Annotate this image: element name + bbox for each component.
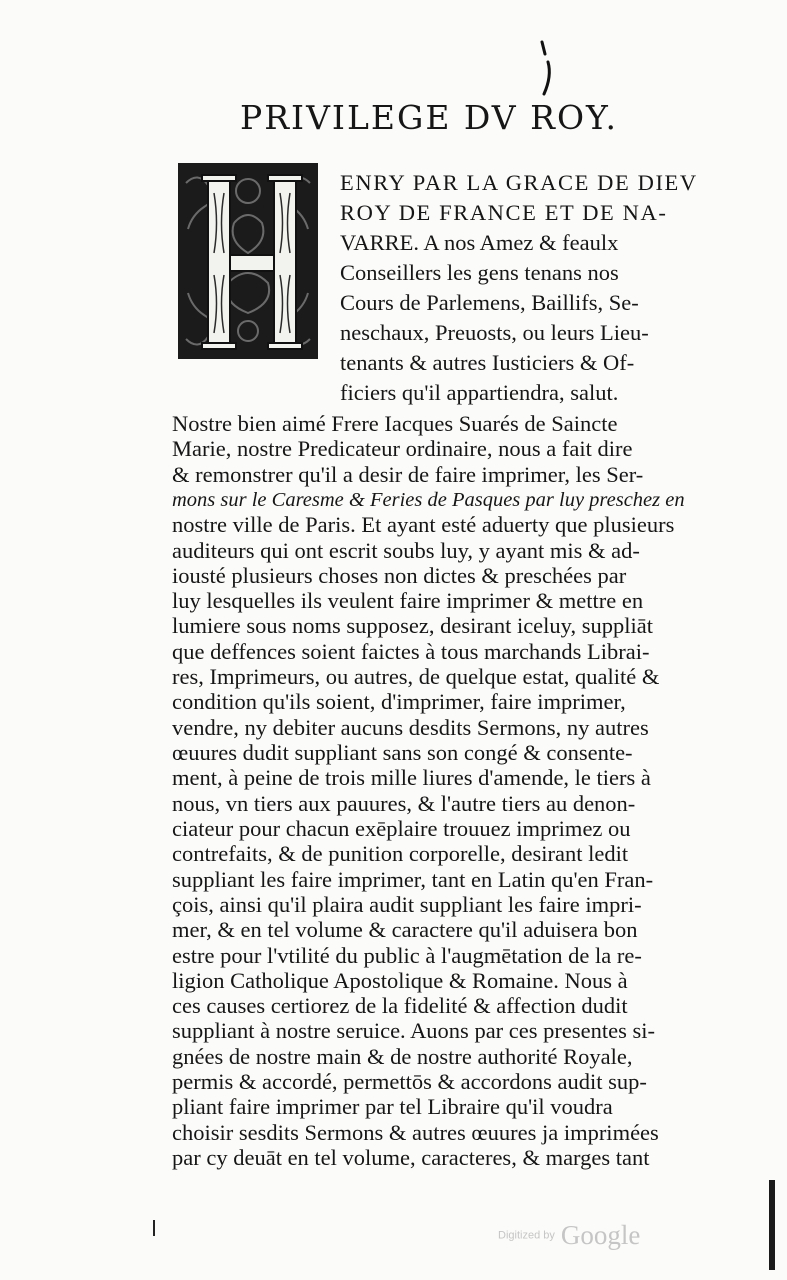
- text-line: contrefaits, & de punition corporelle, desirant ledit: [172, 841, 629, 866]
- page-edge-marks: [536, 40, 556, 100]
- text-line: ciateur pour chacun exēplaire trouuez imprimez ou: [172, 816, 631, 841]
- text-line: Conseillers les gens tenans nos: [340, 260, 619, 285]
- text-line: auditeurs qui ont escrit soubs luy, y ayant mis & ad-: [172, 538, 640, 563]
- text-line: çois, ainsi qu'il plaira audit suppliant les faire impri-: [172, 892, 642, 917]
- text-line: neschaux, Preuosts, ou leurs Lieu-: [340, 320, 649, 345]
- google-logo-text: Google: [560, 1220, 641, 1250]
- page-mark: [150, 1218, 158, 1238]
- page-edge-shadow: [765, 1180, 779, 1270]
- digitized-by-google-watermark: [498, 1220, 640, 1251]
- text-line: VARRE. A nos Amez & feaulx: [340, 230, 619, 255]
- page-title: PRIVILEGE DV ROY.: [240, 98, 619, 137]
- text-line: nostre ville de Paris. Et ayant esté aduerty que plusieurs: [172, 512, 675, 537]
- text-line: Cours de Parlemens, Baillifs, Se-: [340, 290, 639, 315]
- text-line: ligion Catholique Apostolique & Romaine. Nous à: [172, 968, 628, 993]
- text-line: tenants & autres Iusticiers & Of-: [340, 350, 635, 375]
- text-line: Nostre bien aimé Frere Iacques Suarés de Saincte: [172, 411, 618, 436]
- text-line: vendre, ny debiter aucuns desdits Sermons, ny autres: [172, 715, 649, 740]
- text-line: res, Imprimeurs, ou autres, de quelque estat, qualité &: [172, 664, 660, 689]
- text-line: mons sur le Caresme & Feries de Pasques par luy preschez en: [172, 489, 685, 511]
- text-line: nous, vn tiers aux pauures, & l'autre tiers au denon-: [172, 791, 636, 816]
- text-line: pliant faire imprimer par tel Libraire qu'il voudra: [172, 1094, 613, 1119]
- text-line: ROY DE FRANCE ET DE NA-: [340, 200, 668, 225]
- text-line: estre pour l'vtilité du public à l'augmētation de la re-: [172, 943, 642, 968]
- text-line: permis & accordé, permettōs & accordons audit sup-: [172, 1069, 647, 1094]
- text-line: œuures dudit suppliant sans son congé & consente-: [172, 740, 633, 765]
- text-line: luy lesquelles ils veulent faire imprimer & mettre en: [172, 588, 644, 613]
- text-line: ficiers qu'il appartiendra, salut.: [340, 380, 619, 405]
- text-line: lumiere sous noms supposez, desirant iceluy, suppliāt: [172, 613, 653, 638]
- text-line: condition qu'ils soient, d'imprimer, faire imprimer,: [172, 689, 626, 714]
- text-line: Marie, nostre Predicateur ordinaire, nous a fait dire: [172, 436, 633, 461]
- text-line: iousté plusieurs choses non dictes & preschées par: [172, 563, 627, 588]
- text-line: suppliant les faire imprimer, tant en Latin qu'en Fran-: [172, 867, 654, 892]
- text-line: que deffences soient faictes à tous marchands Librai-: [172, 639, 650, 664]
- decorated-initial-h-icon: [178, 163, 318, 359]
- text-line: ENRY PAR LA GRACE DE DIEV: [340, 170, 698, 195]
- text-line: ment, à peine de trois mille liures d'amende, le tiers à: [172, 765, 651, 790]
- text-line: choisir sesdits Sermons & autres œuures ja imprimées: [172, 1120, 659, 1145]
- digitized-label: Digitized by: [498, 1229, 555, 1242]
- text-line: gnées de nostre main & de nostre authorité Royale,: [172, 1044, 633, 1069]
- text-line: ces causes certiorez de la fidelité & affection dudit: [172, 993, 628, 1018]
- text-line: par cy deuāt en tel volume, caracteres, & marges tant: [172, 1145, 650, 1170]
- text-line: mer, & en tel volume & caractere qu'il aduisera bon: [172, 917, 638, 942]
- text-line: suppliant à nostre seruice. Auons par ces presentes si-: [172, 1018, 655, 1043]
- text-line: & remonstrer qu'il a desir de faire imprimer, les Ser-: [172, 462, 644, 487]
